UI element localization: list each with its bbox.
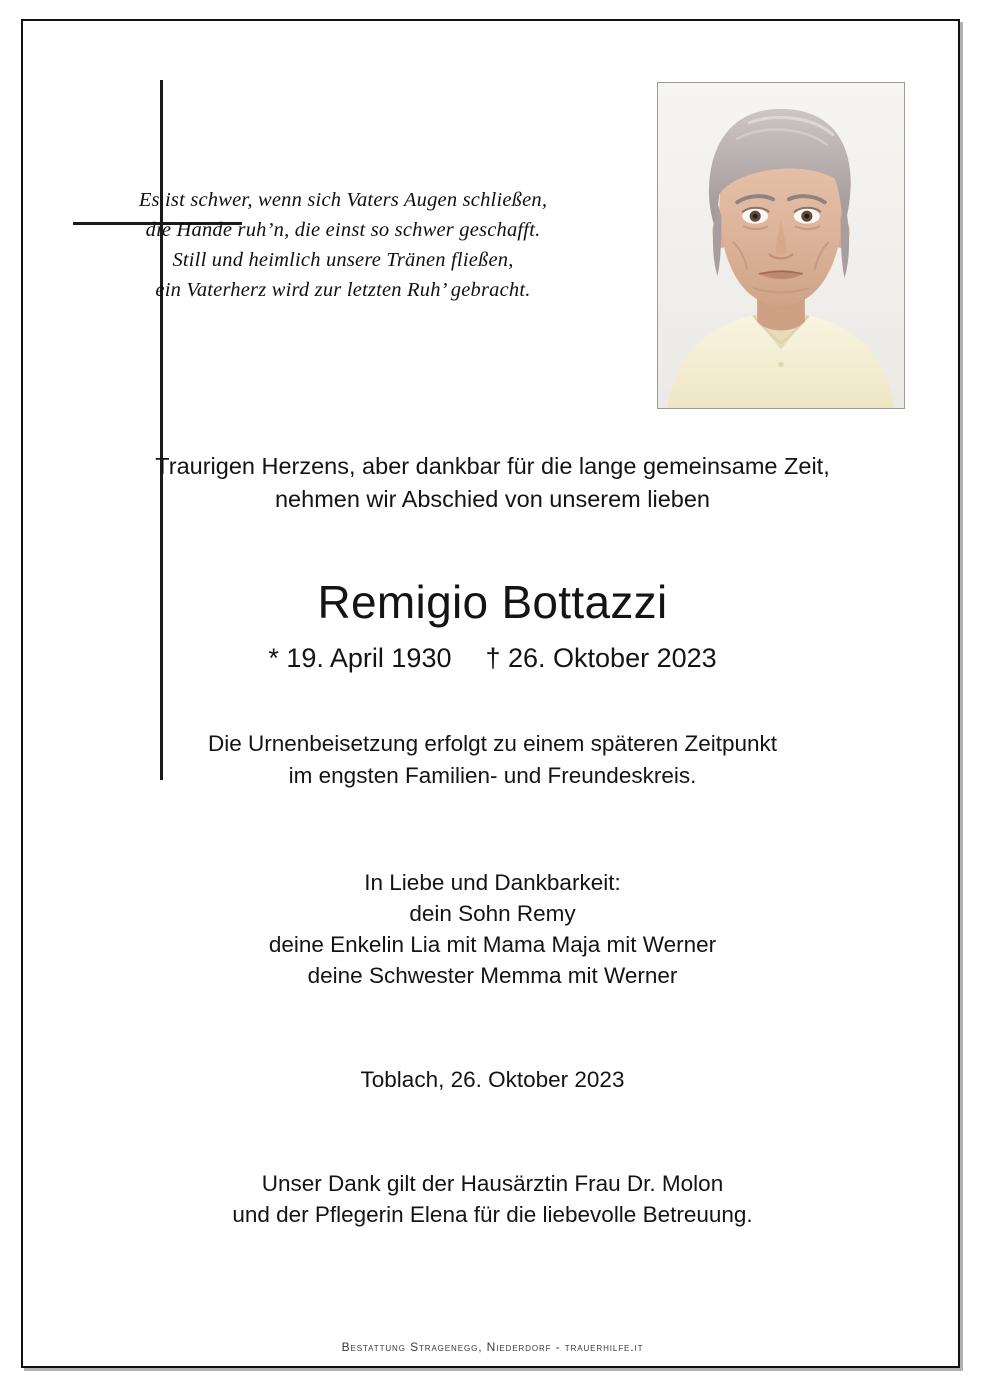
footer-credit: Bestattung Stragenegg, Niederdorf - trauerhilfe.it <box>341 1340 644 1354</box>
poem-line: die Hände ruh’n, die einst so schwer geschafft. <box>145 219 541 241</box>
poem-line: ein Vaterherz wird zur letzten Ruh’ gebracht. <box>155 279 531 301</box>
intro-line: Traurigen Herzens, aber dankbar für die lange gemeinsame Zeit, <box>155 453 830 479</box>
poem-line: Es ist schwer, wenn sich Vaters Augen schließen, <box>138 189 548 211</box>
thanks-note <box>23 1168 962 1230</box>
memorial-content <box>23 450 962 1230</box>
family-line: deine Enkelin Lia mit Mama Maja mit Werner <box>268 932 717 957</box>
death-date: † 26. Oktober 2023 <box>485 643 717 673</box>
thanks-line: Unser Dank gilt der Hausärztin Frau Dr. Molon <box>261 1171 724 1196</box>
memorial-card <box>21 19 960 1368</box>
life-dates <box>23 640 962 676</box>
burial-line: im engsten Familien- und Freundeskreis. <box>288 763 697 788</box>
portrait-illustration <box>658 83 904 408</box>
burial-notice <box>23 728 962 792</box>
memorial-poem <box>53 185 633 305</box>
family-line: In Liebe und Dankbarkeit: <box>364 870 621 895</box>
intro-line: nehmen wir Abschied von unserem lieben <box>274 486 710 512</box>
intro-text <box>23 450 962 516</box>
burial-line: Die Urnenbeisetzung erfolgt zu einem späteren Zeitpunkt <box>207 731 778 756</box>
portrait-photo <box>657 82 905 409</box>
birth-date: * 19. April 1930 <box>268 643 452 673</box>
thanks-line: und der Pflegerin Elena für die liebevolle Betreuung. <box>232 1202 753 1227</box>
deceased-name: Remigio Bottazzi <box>317 576 668 628</box>
place-and-date: Toblach, 26. Oktober 2023 <box>360 1067 625 1092</box>
poem-line: Still und heimlich unsere Tränen fließen, <box>172 249 514 271</box>
family-line: deine Schwester Memma mit Werner <box>307 963 678 988</box>
family-line: dein Sohn Remy <box>409 901 576 926</box>
family-list <box>23 867 962 991</box>
